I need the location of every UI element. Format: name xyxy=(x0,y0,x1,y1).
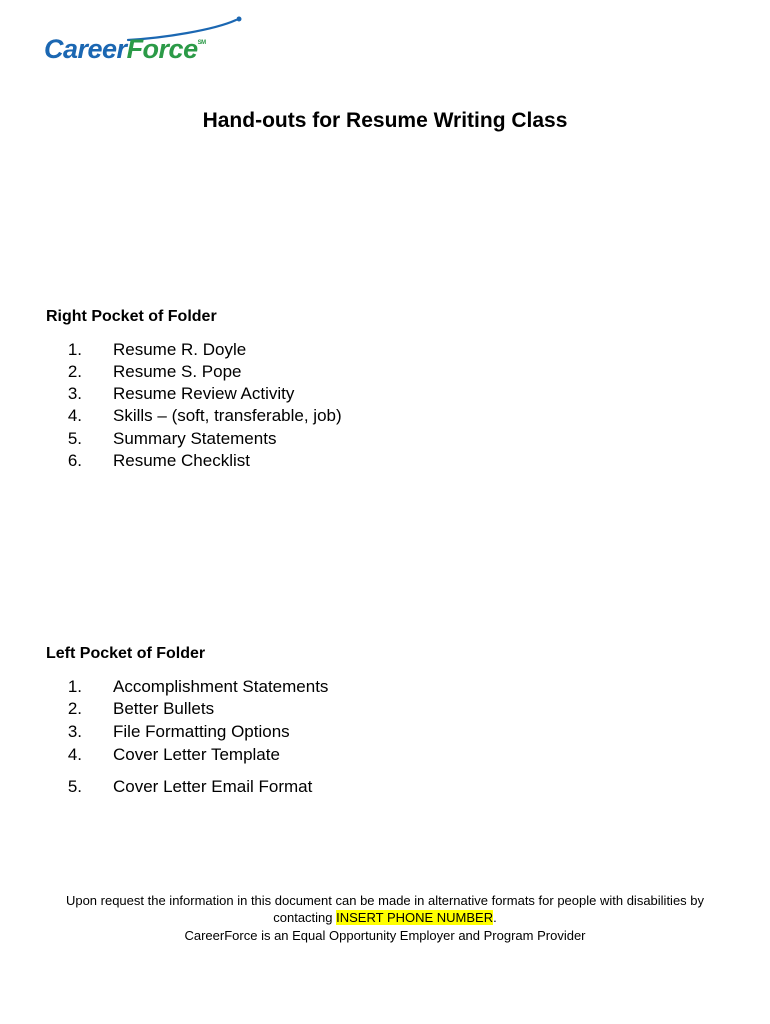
footer-contact-prefix: contacting xyxy=(273,910,337,925)
list-item-number: 1. xyxy=(67,677,82,696)
list-item xyxy=(0,744,500,766)
list-item xyxy=(0,428,500,450)
list-item-text: Skills – (soft, transferable, job) xyxy=(113,406,342,425)
list-item-number: 6. xyxy=(67,451,82,470)
document-title: Hand-outs for Resume Writing Class xyxy=(202,109,568,132)
list-item-text: Accomplishment Statements xyxy=(113,677,329,696)
list-item-text: Resume Review Activity xyxy=(113,384,295,403)
right-pocket-heading: Right Pocket of Folder xyxy=(46,308,217,325)
list-item-number: 3. xyxy=(67,384,82,403)
list-item-text: File Formatting Options xyxy=(113,722,290,741)
list-item xyxy=(0,405,500,427)
list-item-text: Resume S. Pope xyxy=(113,362,242,381)
footer-contact-suffix: . xyxy=(493,910,497,925)
list-item-number: 2. xyxy=(67,699,82,718)
careerforce-logo xyxy=(44,16,244,72)
left-pocket-heading: Left Pocket of Folder xyxy=(46,645,206,662)
list-item-text: Cover Letter Template xyxy=(113,745,280,764)
list-item-text: Summary Statements xyxy=(113,429,277,448)
list-item-text: Resume R. Doyle xyxy=(113,340,247,359)
logo-service-mark: SM xyxy=(197,40,206,46)
list-item xyxy=(0,776,500,798)
list-item-number: 5. xyxy=(67,429,82,448)
list-item xyxy=(0,450,500,472)
list-item xyxy=(0,383,500,405)
list-item-number: 3. xyxy=(67,722,82,741)
logo-wordmark xyxy=(44,36,206,63)
logo-force-text: Force xyxy=(126,34,198,64)
list-item-text: Cover Letter Email Format xyxy=(113,777,313,796)
list-item-text: Resume Checklist xyxy=(113,451,250,470)
list-item xyxy=(0,698,500,720)
list-item-number: 2. xyxy=(67,362,82,381)
list-item-number: 4. xyxy=(67,406,82,425)
footer-accessibility-line: Upon request the information in this document can be made in alternative formats for people with disabilities by xyxy=(65,893,705,908)
list-item xyxy=(0,721,500,743)
logo-career-text: Career xyxy=(44,34,127,64)
list-item-number: 5. xyxy=(67,777,82,796)
phone-number-placeholder: INSERT PHONE NUMBER xyxy=(336,910,494,925)
list-item-number: 1. xyxy=(67,340,82,359)
list-item-text: Better Bullets xyxy=(113,699,215,718)
list-item xyxy=(0,361,500,383)
list-item xyxy=(0,339,500,361)
footer-contact-line xyxy=(0,909,770,926)
list-item-number: 4. xyxy=(67,745,82,764)
list-item xyxy=(0,676,500,698)
footer-eeo-statement: CareerForce is an Equal Opportunity Employer and Program Provider xyxy=(184,928,586,943)
